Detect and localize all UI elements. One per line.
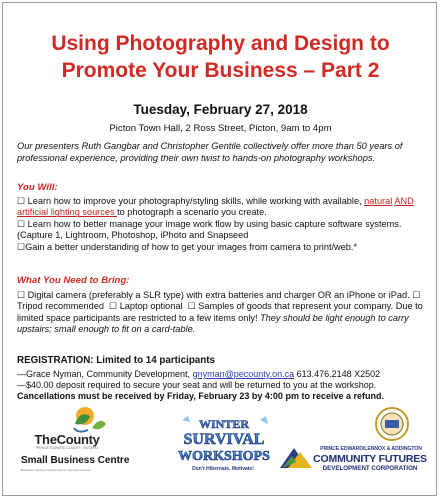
winter-survival-logo: [164, 412, 284, 472]
need-list: [17, 290, 429, 336]
county-name: TheCounty: [34, 432, 100, 447]
cf-name: COMMUNITY FUTURES: [313, 453, 427, 465]
checkbox-icon: ☐: [17, 218, 26, 229]
you-will-item-3: ☐Gain a better understanding of how to get your images from camera to print/web.*: [17, 241, 358, 252]
title-line-1: Using Photography and Design to: [51, 32, 390, 55]
winter-word: WINTER: [198, 417, 250, 431]
checkbox-icon: ☐: [412, 290, 421, 300]
registration-details: [17, 369, 437, 402]
contact-line: —Grace Nyman, Community Development, gnyman@pecounty.on.ca 613.476.2148 X2502: [17, 369, 381, 379]
need-item-1: ☐ Digital camera (preferably a SLR type) with extra batteries and charger OR an iPhone or iPad. ☐ Tripod recommended ☐ Laptop optional ☐ Samples of goods that represent your company. Due to limited space participants are restricted to a few items only! They should be light enough to carry upstairs; small enough to fit on a card-table.: [17, 290, 423, 335]
checkbox-icon: ☐: [17, 196, 26, 206]
checkbox-icon: ☐: [17, 290, 26, 300]
cf-region: PRINCE EDWARD/LENNOX & ADDINGTON: [320, 446, 422, 452]
small-business-centre: Small Business Centre: [21, 455, 130, 466]
deposit-line: —$40.00 deposit required to secure your seat and will be returned to you at the workshop.: [17, 380, 377, 390]
survival-word: SURVIVAL: [183, 431, 265, 448]
lighting-link-2: AND artificial lighting sources: [17, 196, 414, 218]
you-will-heading: You Will:: [17, 182, 58, 193]
event-venue: Picton Town Hall, 2 Ross Street, Picton, 9am to 4pm: [109, 123, 332, 134]
lighting-link: natural: [364, 196, 393, 206]
need-heading: What You Need to Bring:: [17, 275, 130, 286]
intro-paragraph: Our presenters Ruth Gangbar and Christopher Gentile collectively offer more than 50 years of professional experience, providing their own twist to hands-on photography workshops.: [17, 141, 403, 163]
checkbox-icon: ☐: [106, 301, 118, 312]
contact-email-link[interactable]: gnyman@pecounty.on.ca: [192, 369, 295, 379]
small-business-centre-subtitle: Business Training & Resources for the Entrepreneur: [21, 468, 91, 472]
registration-heading: REGISTRATION: Limited to 14 participants: [17, 355, 215, 366]
you-will-item-2: ☐ Learn how to better manage your image work flow by using basic capture software systems. (Capture 1, Lightroom, Photoshop, iPhoto and Snapseed: [17, 218, 402, 241]
checkbox-icon: ☐: [185, 301, 196, 312]
winter-tagline: Don't Hibernate, Motivate!: [180, 466, 266, 472]
cf-subtitle: DEVELOPMENT CORPORATION: [322, 465, 418, 472]
you-will-list: [17, 196, 429, 253]
title-line-2: Promote Your Business – Part 2: [61, 59, 380, 82]
you-will-item-1: ☐ Learn how to improve your photography/styling skills, while working with available, natural AND artificial lighting sources to photograph a scenario you create.: [17, 196, 414, 218]
workshops-word: WORKSHOPS: [178, 449, 270, 464]
checkbox-icon: ☐: [17, 241, 26, 252]
cancellation-line: Cancellations must be received by Friday, February 23 by 4:00 pm to receive a refund.: [17, 391, 384, 401]
county-subtitle: PRINCE EDWARD COUNTY, ONTARIO: [35, 446, 99, 450]
event-date: Tuesday, February 27, 2018: [133, 102, 308, 117]
